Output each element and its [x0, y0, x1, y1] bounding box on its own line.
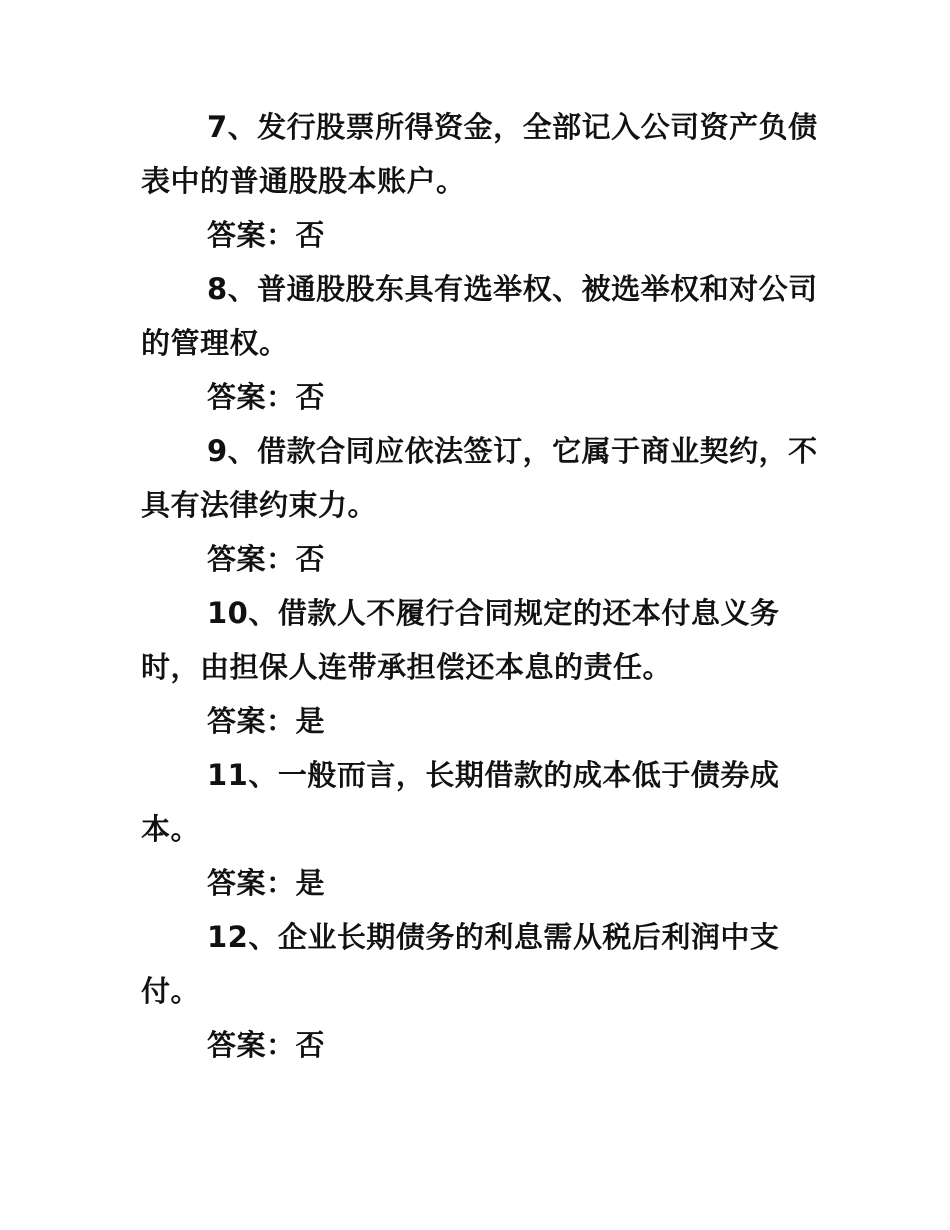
answer-10: 答案：是 — [207, 704, 326, 738]
answer-9: 答案：否 — [207, 542, 326, 576]
question-7: 7、发行股票所得资金，全部记入公司资产负债表中的普通股股本账户。 — [141, 110, 818, 198]
question-list — [141, 100, 821, 1072]
answer-7: 答案：否 — [207, 218, 326, 252]
question-10: 10、借款人不履行合同规定的还本付息义务时，由担保人连带承担偿还本息的责任。 — [141, 596, 780, 684]
question-11: 11、一般而言，长期借款的成本低于债券成本。 — [141, 758, 780, 846]
question-12: 12、企业长期债务的利息需从税后利润中支付。 — [141, 920, 780, 1008]
answer-11: 答案：是 — [207, 866, 326, 900]
question-9: 9、借款合同应依法签订，它属于商业契约，不具有法律约束力。 — [141, 434, 818, 522]
answer-12: 答案：否 — [207, 1028, 326, 1062]
question-8: 8、普通股股东具有选举权、被选举权和对公司的管理权。 — [141, 272, 818, 360]
answer-8: 答案：否 — [207, 380, 326, 414]
